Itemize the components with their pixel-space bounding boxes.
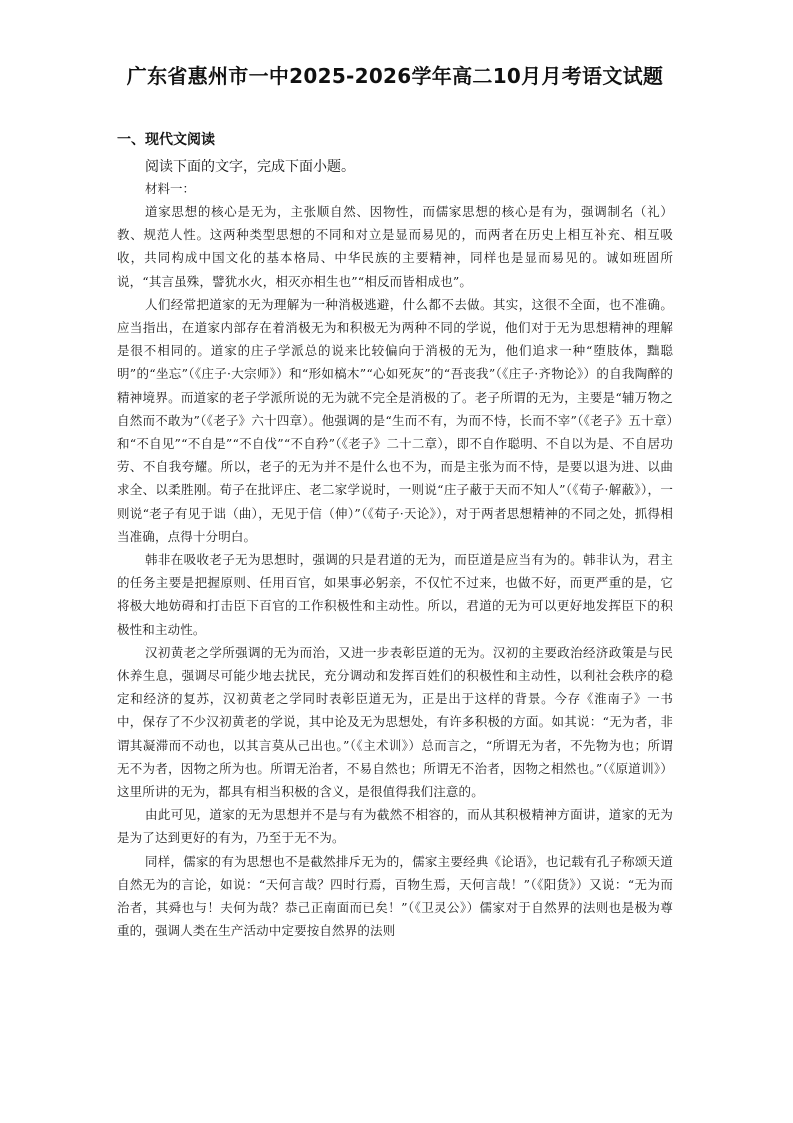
document-title: 广东省惠州市一中2025-2026学年高二10月月考语文试题	[126, 64, 664, 88]
instruction-text: 阅读下面的文字，完成下面小题。	[145, 159, 355, 175]
paragraph: 韩非在吸收老子无为思想时，强调的只是君道的无为，而臣道是应当有为的。韩非认为，君主的任务主要是把握原则、任用百官，如果事必躬亲，不仅忙不过来，也做不好，而更严重的是，它将极大地妨碍和打击臣下百官的工作积极性和主动性。所以，君道的无为可以更好地发挥臣下的积极性和主动性。	[117, 552, 673, 637]
material-label: 材料一：	[145, 181, 196, 196]
section-heading: 一、现代文阅读	[117, 132, 215, 148]
paragraph: 同样，儒家的有为思想也不是截然排斥无为的，儒家主要经典《论语》，也记载有孔子称颂天道自然无为的言论，如说：“天何言哉？四时行焉，百物生焉，天何言哉！”（《阳货》）又说：“无为而治者，其舜也与！夫何为哉？恭己正南面而已矣！”（《卫灵公》）儒家对于自然界的法则也是极为尊重的，强调人类在生产活动中定要按自然界的法则	[117, 853, 673, 939]
paragraph: 道家思想的核心是无为，主张顺自然、因物性，而儒家思想的核心是有为，强调制名（礼）教、规范人性。这两种类型思想的不同和对立是显而易见的，而两者在历史上相互补充、相互吸收，共同构成中国文化的基本格局、中华民族的主要精神，同样也是显而易见的。诚如班固所说，“其言虽殊，譬犹水火，相灭亦相生也”“相反而皆相成也”。	[117, 204, 673, 289]
paragraph: 由此可见，道家的无为思想并不是与有为截然不相容的，而从其积极精神方面讲，道家的无为是为了达到更好的有为，乃至于无不为。	[117, 807, 673, 846]
paragraph: 人们经常把道家的无为理解为一种消极逃避，什么都不去做。其实，这很不全面，也不准确。应当指出，在道家内部存在着消极无为和积极无为两种不同的学说，他们对于无为思想精神的理解是很不相同的。道家的庄子学派总的说来比较偏向于消极的无为，他们追求一种“堕肢体，黜聪明”的“坐忘”（《庄子·大宗师》）和“形如槁木”“心如死灰”的“吾丧我”（《庄子·齐物论》）的自我陶醉的精神境界。而道家的老子学派所说的无为就不完全是消极的了。老子所谓的无为，主要是“辅万物之自然而不敢为”（《老子》六十四章）。他强调的是“生而不有，为而不恃，长而不宰”（《老子》五十章）和“不自见”“不自是”“不自伐”“不自矜”（《老子》二十二章），即不自作聪明、不自以为是、不自居功劳、不自我夸耀。所以，老子的无为并不是什么也不为，而是主张为而不恃，是要以退为进、以曲求全、以柔胜刚。荀子在批评庄、老二家学说时，一则说“庄子蔽于天而不知人”（《荀子·解蔽》），一则说“老子有见于诎（曲），无见于信（伸）”（《荀子·天论》），对于两者思想精神的不同之处，抓得相当准确，点得十分明白。	[117, 296, 673, 544]
paragraph: 汉初黄老之学所强调的无为而治，又进一步表彰臣道的无为。汉初的主要政治经济政策是与民休养生息，强调尽可能少地去扰民，充分调动和发挥百姓们的积极性和主动性，以利社会秩序的稳定和经济的复苏，汉初黄老之学同时表彰臣道无为，正是出于这样的背景。今存《淮南子》一书中，保存了不少汉初黄老的学说，其中论及无为思想处，有许多积极的方面。如其说：“无为者，非谓其凝滞而不动也，以其言莫从己出也。”（《主术训》）总而言之，“所谓无为者，不先物为也；所谓无不为者，因物之所为也。所谓无治者，不易自然也；所谓无不治者，因物之相然也。”（《原道训》）这里所讲的无为，都具有相当积极的含义，是很值得我们注意的。	[117, 644, 673, 800]
